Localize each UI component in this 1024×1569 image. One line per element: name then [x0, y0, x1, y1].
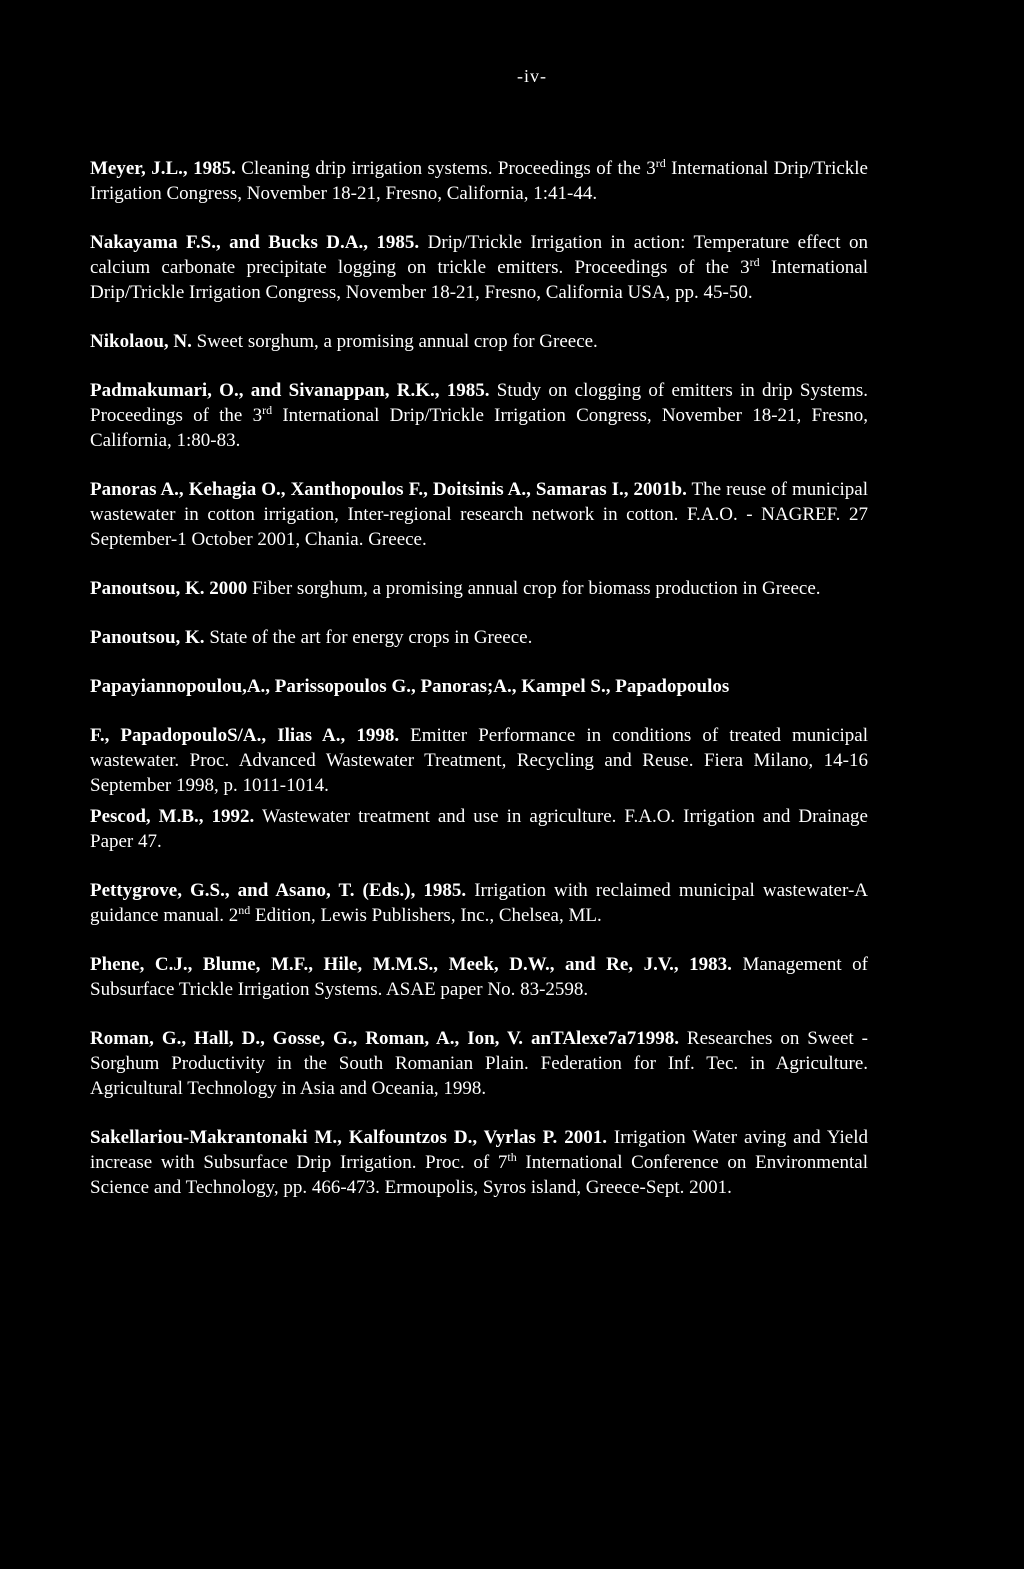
reference-text: Cleaning drip irrigation systems. Proceedings of the 3 [235, 158, 656, 179]
reference-text: Management of Subsurface Trickle Irrigation Systems. ASAE paper No. 83-2598. [90, 954, 868, 1000]
reference-entry [90, 878, 868, 928]
reference-entry [90, 625, 868, 650]
reference-entry [90, 156, 868, 206]
reference-entry [90, 723, 868, 798]
reference-authors: Panoutsou, K. 2000 [90, 578, 248, 599]
reference-text-continued: International Drip/Trickle Irrigation Congress, November 18-21, Fresno, California, 1:80-83. [90, 405, 869, 451]
reference-authors: Papayiannopoulou,A., Parissopoulos G., Panoras;A., Kampel S., Papadopoulos [90, 676, 730, 697]
reference-authors: Padmakumari, O., and Sivanappan, R.K., 1985. [90, 380, 490, 401]
reference-text: Researches on Sweet - Sorghum Productivity in the South Romanian Plain. Federation for Inf. Tec. in Agriculture. Agricultural Technology in Asia and Oceania, 1998. [90, 1028, 869, 1099]
reference-entry [90, 674, 868, 699]
reference-authors: Pettygrove, G.S., and Asano, T. (Eds.), 1985. [90, 880, 467, 901]
reference-superscript: th [507, 1150, 517, 1164]
reference-text: State of the art for energy crops in Greece. [204, 627, 533, 648]
reference-entry [90, 329, 868, 354]
reference-entry [90, 804, 868, 854]
reference-text: Fiber sorghum, a promising annual crop for biomass production in Greece. [247, 578, 821, 599]
reference-authors: Panoutsou, K. [90, 627, 205, 648]
reference-entry [90, 378, 868, 453]
page-number: -iv- [517, 66, 547, 86]
reference-text: Irrigation Water aving and Yield increase with Subsurface Drip Irrigation. Proc. of 7 [90, 1127, 868, 1173]
reference-entry [90, 477, 868, 552]
reference-authors: Pescod, M.B., 1992. [90, 806, 255, 827]
reference-authors: F., PapadopouloS/A., Ilias A., 1998. [90, 725, 400, 746]
reference-authors: Sakellariou-Makrantonaki M., Kalfountzos D., Vyrlas P. 2001. [90, 1127, 607, 1148]
reference-authors: Panoras A., Kehagia O., Xanthopoulos F., Doitsinis A., Samaras I., 2001b. [90, 479, 687, 500]
reference-text: Wastewater treatment and use in agriculture. F.A.O. Irrigation and Drainage Paper 47. [90, 806, 868, 852]
reference-text-continued: International Drip/Trickle Irrigation Congress, November 18-21, Fresno, California USA, pp. 45-50. [90, 257, 868, 303]
reference-list [90, 156, 868, 1200]
reference-authors: Nakayama F.S., and Bucks D.A., 1985. [90, 232, 420, 253]
reference-text-continued: Edition, Lewis Publishers, Inc., Chelsea, ML. [250, 905, 602, 926]
reference-text-continued: International Conference on Environmental Science and Technology, pp. 466-473. Ermoupolis, Syros island, Greece-Sept. 2001. [90, 1152, 868, 1198]
reference-text-continued: International Drip/Trickle Irrigation Congress, November 18-21, Fresno, California, 1:41-44. [90, 158, 868, 204]
reference-superscript: rd [749, 255, 760, 269]
reference-entry [90, 1026, 868, 1101]
reference-authors: Roman, G., Hall, D., Gosse, G., Roman, A., Ion, V. anTAlexe7a71998. [90, 1028, 679, 1049]
reference-authors: Nikolaou, N. [90, 331, 192, 352]
reference-authors: Meyer, J.L., 1985. [90, 158, 236, 179]
reference-text: Study on clogging of emitters in drip Systems. Proceedings of the 3 [90, 380, 868, 426]
reference-text: Emitter Performance in conditions of treated municipal wastewater. Proc. Advanced Wastewater Treatment, Recycling and Reuse. Fiera Milano, 14-16 September 1998, p. 1011-1014. [90, 725, 868, 796]
reference-entry [90, 576, 868, 601]
reference-entry [90, 230, 868, 305]
reference-entry [90, 1125, 868, 1200]
reference-superscript: rd [262, 403, 273, 417]
reference-text: Sweet sorghum, a promising annual crop for Greece. [191, 331, 598, 352]
reference-text: Irrigation with reclaimed municipal wastewater-A guidance manual. 2 [90, 880, 868, 926]
reference-entry [90, 952, 868, 1002]
reference-superscript: rd [655, 156, 666, 170]
reference-text: Drip/Trickle Irrigation in action: Temperature effect on calcium carbonate precipitate logging on trickle emitters. Proceedings of the 3 [90, 232, 868, 278]
reference-authors: Phene, C.J., Blume, M.F., Hile, M.M.S., Meek, D.W., and Re, J.V., 1983. [90, 954, 732, 975]
reference-text: The reuse of municipal wastewater in cotton irrigation, Inter-regional research network in cotton. F.A.O. - NAGREF. 27 September-1 October 2001, Chania. Greece. [90, 479, 868, 550]
reference-superscript: nd [238, 903, 251, 917]
